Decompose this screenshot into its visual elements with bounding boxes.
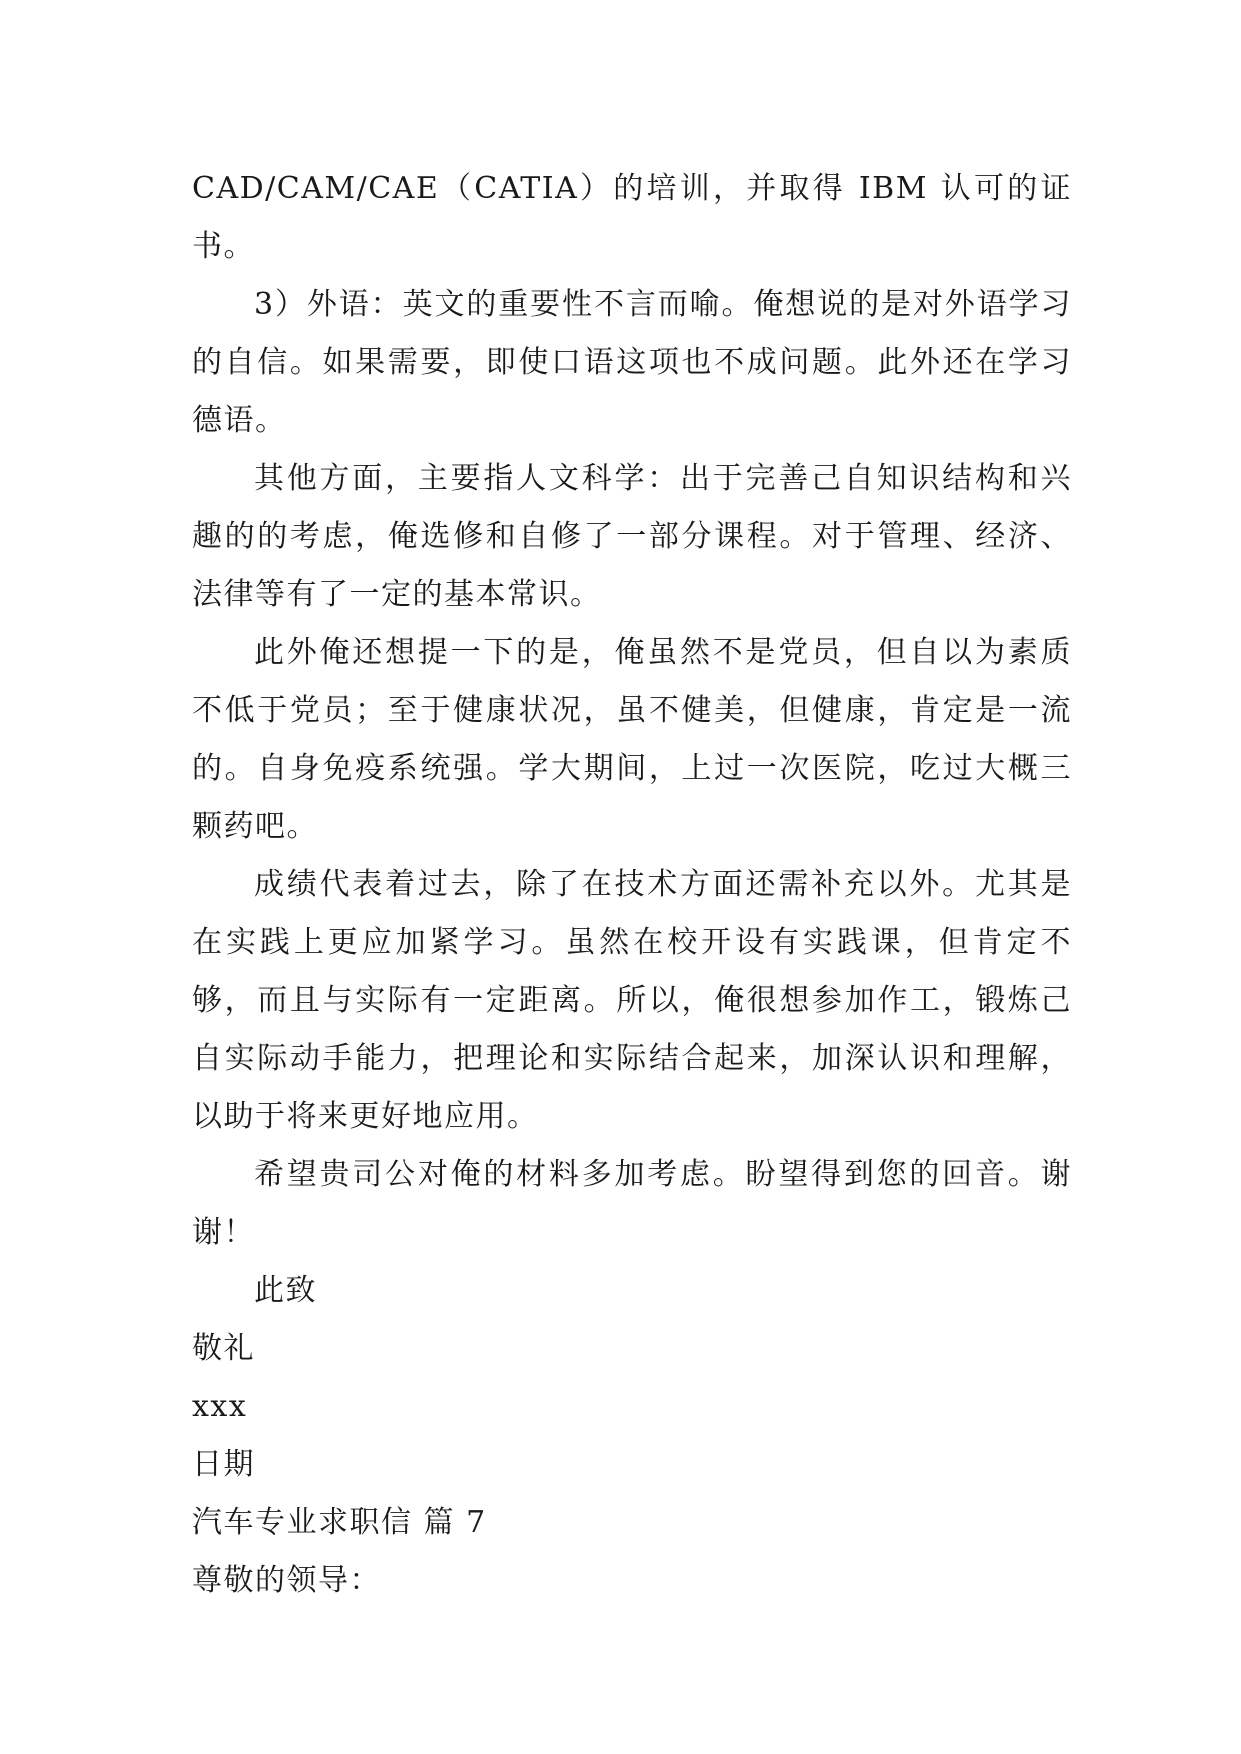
greeting: 尊敬的领导： bbox=[192, 1563, 381, 1598]
signature-name: xxx bbox=[192, 1389, 248, 1424]
paragraph-humanities: 其他方面，主要指人文科学：出于完善己自知识结构和兴趣的的考虑，俺选修和自修了一部分课程。对于管理、经济、法律等有了一定的基本常识。 bbox=[192, 461, 1072, 612]
letter-body bbox=[192, 160, 1072, 1610]
section-heading: 汽车专业求职信 篇 7 bbox=[192, 1505, 487, 1540]
salutation-jingli: 敬礼 bbox=[192, 1331, 255, 1366]
paragraph-foreign-language: 3）外语：英文的重要性不言而喻。俺想说的是对外语学习的自信。如果需要，即使口语这项也不成问题。此外还在学习德语。 bbox=[192, 287, 1072, 438]
paragraph-practice: 成绩代表着过去，除了在技术方面还需补充以外。尤其是在实践上更应加紧学习。虽然在校开设有实践课，但肯定不够，而且与实际有一定距离。所以，俺很想参加作工，锻炼己自实际动手能力，把理论和实际结合起来，加深认识和理解，以助于将来更好地应用。 bbox=[192, 867, 1072, 1134]
paragraph-health: 此外俺还想提一下的是，俺虽然不是党员，但自以为素质不低于党员；至于健康状况，虽不健美，但健康，肯定是一流的。自身免疫系统强。学大期间，上过一次医院，吃过大概三颗药吧。 bbox=[192, 635, 1072, 844]
salutation-cizhi: 此致 bbox=[254, 1273, 317, 1308]
signature-date: 日期 bbox=[192, 1447, 255, 1482]
paragraph-closing-hope: 希望贵司公对俺的材料多加考虑。盼望得到您的回音。谢谢！ bbox=[192, 1157, 1072, 1250]
paragraph-certificate: CAD/CAM/CAE（CATIA）的培训，并取得 IBM 认可的证书。 bbox=[192, 171, 1072, 264]
